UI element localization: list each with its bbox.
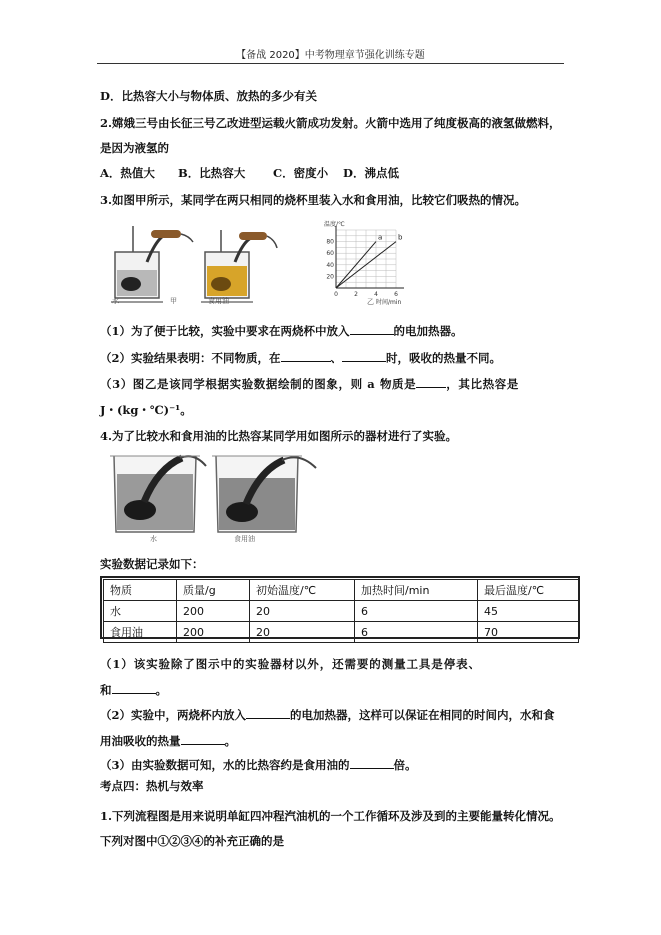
table-cell: 200 xyxy=(177,622,250,643)
table-row xyxy=(104,601,579,622)
option-d-line: D．比热容大小与物体质、放热的多少有关 xyxy=(100,89,317,103)
q2-option-c: C．密度小 xyxy=(273,166,329,180)
table-cell: 水 xyxy=(104,601,177,622)
q4-2-blank-2 xyxy=(181,734,225,745)
q3-1-blank xyxy=(350,324,394,335)
q4-water-beaker xyxy=(110,456,206,532)
q4-part-1-cont xyxy=(100,682,167,698)
q4-part-1: （1）该实验除了图示中的实验器材以外，还需要的测量工具是停表、 xyxy=(100,657,481,671)
table-cell: 45 xyxy=(478,601,579,622)
q3-part-2 xyxy=(100,350,501,366)
q4-oil-label: 食用油 xyxy=(234,535,255,543)
chart-y-tick-label: 40 xyxy=(326,261,334,269)
table-header-cell: 加热时间/min xyxy=(355,580,478,601)
q3-2-blank-1 xyxy=(281,351,331,362)
table-cell: 20 xyxy=(250,622,355,643)
question-2-text: 2.嫦娥三号由长征三号乙改进型运载火箭成功发射。火箭中选用了纯度极高的液氢做燃料， xyxy=(100,116,561,130)
chart-x-tick-label: 6 xyxy=(394,291,398,298)
table-cell: 6 xyxy=(355,622,478,643)
q4-part-2 xyxy=(100,707,555,723)
q2-option-b: B．比热容大 xyxy=(178,166,246,180)
chart-x-axis-label: 时间/min xyxy=(376,299,402,306)
chart-series-label: a xyxy=(378,233,383,242)
table-header-cell: 初始温度/℃ xyxy=(250,580,355,601)
table-cell: 食用油 xyxy=(104,622,177,643)
q2-option-d: D．沸点低 xyxy=(343,166,399,180)
q4-2-text-b: 的电加热器，这样可以保证在相同的时间内，水和食 xyxy=(290,708,555,722)
q4-3-blank xyxy=(350,758,394,769)
header-rule xyxy=(97,63,564,64)
chart-y-tick-label: 60 xyxy=(326,250,334,258)
chart-x-tick-label: 2 xyxy=(354,291,358,298)
q4-2-end: 。 xyxy=(224,734,236,748)
q4-1-text-b: 和 xyxy=(100,683,112,697)
fig-jia-oil-label: 食用油 xyxy=(208,297,229,305)
data-table xyxy=(103,579,579,643)
heat-engine-q1-text-cont: 下列对图中①②③④的补充正确的是 xyxy=(100,834,284,848)
q4-2-text-a: （2）实验中，两烧杯内放入 xyxy=(100,708,247,722)
q3-2-text-a: （2）实验结果表明：不同物质，在 xyxy=(100,351,281,365)
q3-part-3 xyxy=(100,376,519,392)
chart-series-label: b xyxy=(398,233,403,242)
figure-yi-chart xyxy=(318,218,428,308)
chart-y-axis-label: 温度/℃ xyxy=(324,221,345,228)
figure-q4-beakers xyxy=(104,448,334,540)
q3-2-text-b: 时，吸收的热量不同。 xyxy=(386,351,501,365)
table-cell: 20 xyxy=(250,601,355,622)
table-cell: 70 xyxy=(478,622,579,643)
table-cell: 200 xyxy=(177,601,250,622)
table-row xyxy=(104,622,579,643)
q4-3-text-b: 倍。 xyxy=(393,758,417,772)
table-header-row xyxy=(104,580,579,601)
q4-2-text-c: 用油吸收的热量 xyxy=(100,734,181,748)
q3-3-text-a: （3）图乙是该同学根据实验数据绘制的图象，则 a 物质是 xyxy=(100,377,417,391)
q3-2-blank-2 xyxy=(342,351,386,362)
oil-beaker xyxy=(201,230,277,302)
question-4-text: 4.为了比较水和食用油的比热容某同学用如图所示的器材进行了实验。 xyxy=(100,429,458,443)
q4-water-label: 水 xyxy=(150,535,157,543)
q3-1-text-b: 的电加热器。 xyxy=(393,324,463,338)
q4-oil-beaker xyxy=(212,456,316,532)
chart-y-tick-label: 80 xyxy=(326,238,334,246)
q3-3-blank-1 xyxy=(416,377,446,388)
q4-part-2-cont xyxy=(100,733,236,749)
table-cell: 6 xyxy=(355,601,478,622)
q3-3-text-b: ，其比热容是 xyxy=(446,377,519,391)
q4-1-blank xyxy=(112,683,156,694)
q4-3-text-a: （3）由实验数据可知，水的比热容约是食用油的 xyxy=(100,758,350,772)
fig-jia-label: 甲 xyxy=(170,297,177,305)
question-3-text: 3.如图甲所示，某同学在两只相同的烧杯里装入水和食用油，比较它们吸热的情况。 xyxy=(100,193,527,207)
chart-x-tick-label: 4 xyxy=(374,291,378,298)
q4-part-3 xyxy=(100,757,417,773)
q3-part-1 xyxy=(100,323,463,339)
q3-1-text-a: （1）为了便于比较，实验中要求在两烧杯中放入 xyxy=(100,324,350,338)
q2-option-a: A．热值大 xyxy=(100,166,155,180)
heat-engine-q1-text: 1.下列流程图是用来说明单缸四冲程汽油机的一个工作循环及涉及到的主要能量转化情况。 xyxy=(100,809,561,823)
fig-yi-label: 乙 xyxy=(367,298,374,306)
figure-jia-beakers xyxy=(103,222,283,310)
topic-heading: 考点四：热机与效率 xyxy=(100,779,204,793)
table-header-cell: 物质 xyxy=(104,580,177,601)
page-header: 【备战 2020】中考物理章节强化训练专题 xyxy=(236,50,425,61)
chart-x-tick-label: 0 xyxy=(334,291,338,298)
table-header-cell: 最后温度/℃ xyxy=(478,580,579,601)
water-beaker xyxy=(111,226,193,302)
table-header-cell: 质量/g xyxy=(177,580,250,601)
q4-2-blank-1 xyxy=(246,708,290,719)
fig-jia-water-label: 水 xyxy=(112,297,119,305)
question-2-text-cont: 是因为液氢的 xyxy=(100,141,169,155)
q4-record-text: 实验数据记录如下： xyxy=(100,557,204,571)
q4-1-end: 。 xyxy=(155,683,167,697)
q3-2-sep: 、 xyxy=(330,351,342,365)
q3-part-3-cont: J・(kg・℃)⁻¹。 xyxy=(100,403,192,417)
chart-y-tick-label: 20 xyxy=(326,273,334,281)
